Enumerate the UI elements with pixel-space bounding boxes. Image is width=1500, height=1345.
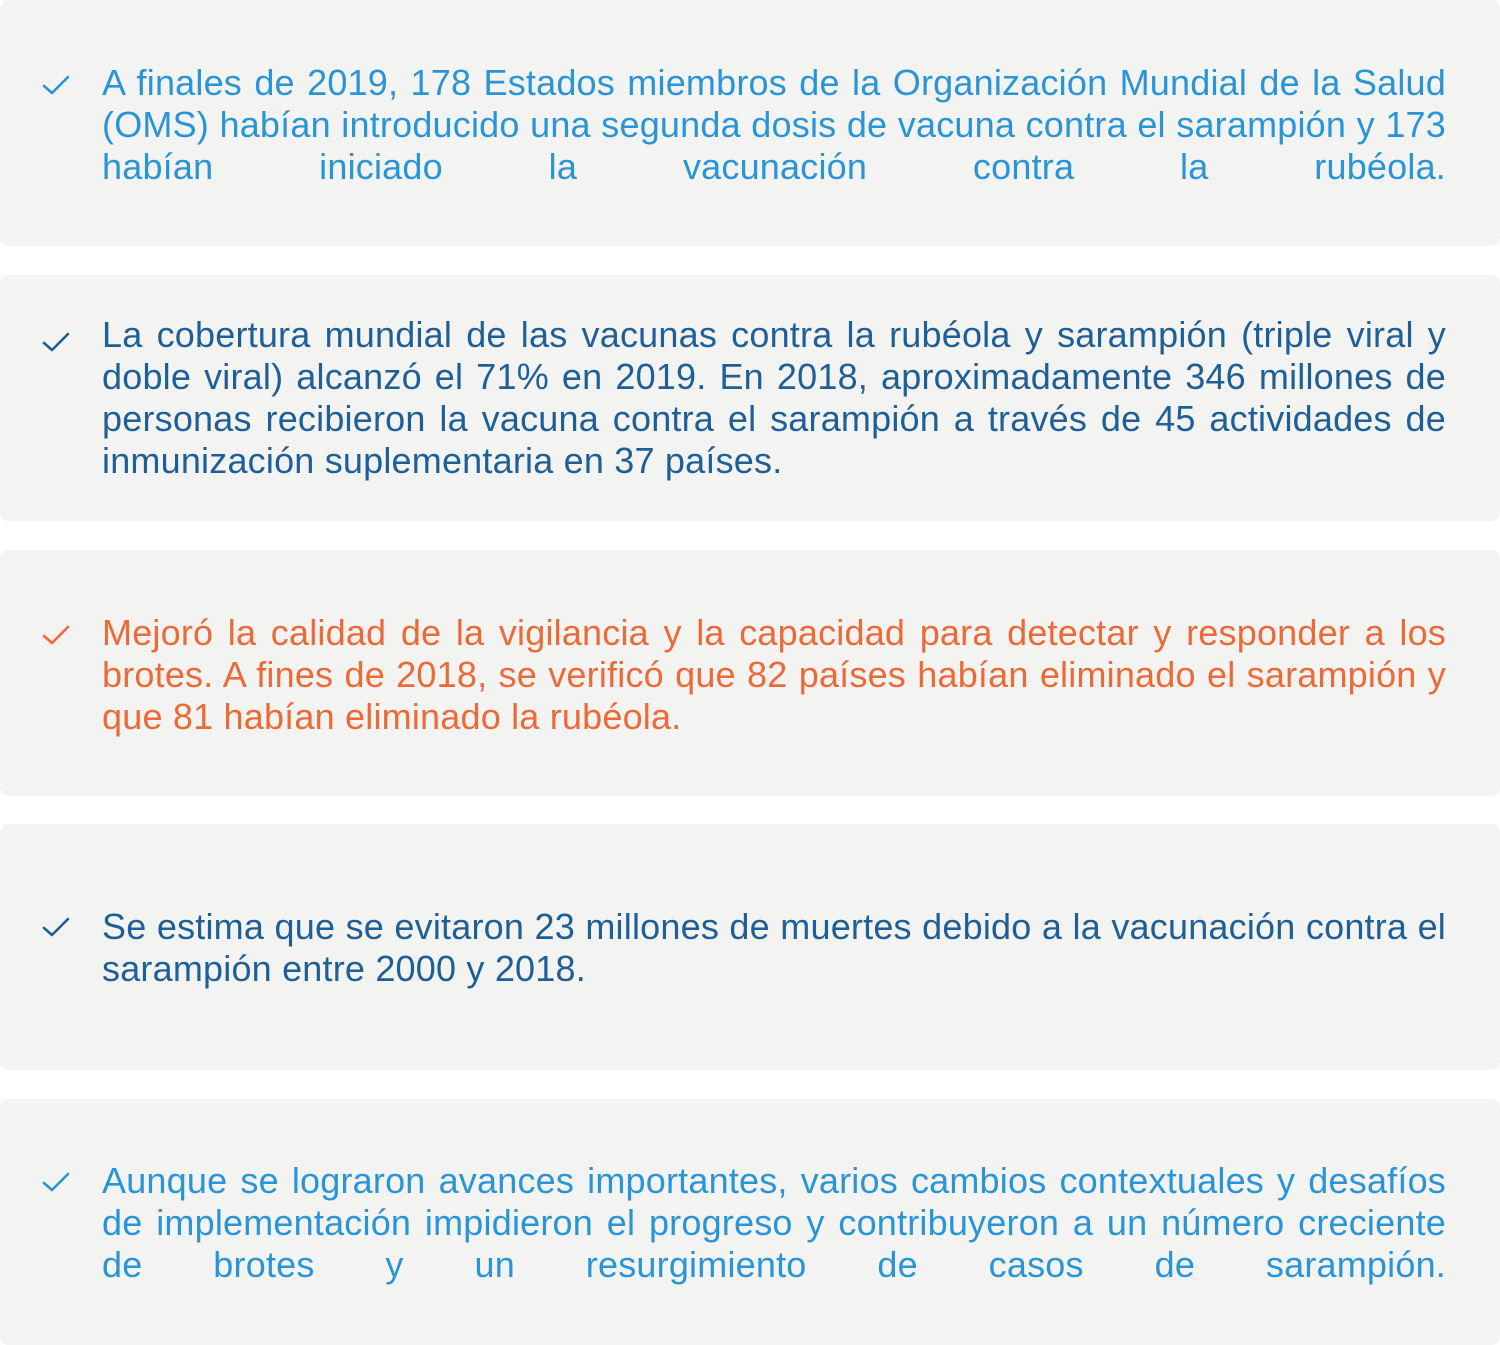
- check-icon: [42, 74, 70, 96]
- check-icon: [42, 624, 70, 646]
- card-text: Aunque se lograron avances importantes, varios cambios contextuales y desafíos de implementación impidieron el progreso y contribuyeron a un número creciente de brotes y un resurgimiento de casos de sarampión.: [102, 1160, 1446, 1285]
- info-card: [0, 0, 1500, 246]
- info-card: [0, 550, 1500, 796]
- check-icon: [42, 916, 70, 938]
- info-card: [0, 275, 1500, 521]
- info-card: [0, 824, 1500, 1070]
- check-icon: [42, 331, 70, 353]
- check-icon: [42, 1171, 70, 1193]
- card-text: Se estima que se evitaron 23 millones de muertes debido a la vacunación contra el sarampión entre 2000 y 2018.: [102, 906, 1446, 989]
- card-text: A finales de 2019, 178 Estados miembros de la Organización Mundial de la Salud (OMS) habían introducido una segunda dosis de vacuna contra el sarampión y 173 habían iniciado la vacunación contra la rubéola.: [102, 62, 1446, 187]
- card-text: Mejoró la calidad de la vigilancia y la capacidad para detectar y responder a los brotes. A fines de 2018, se verificó que 82 países habían eliminado el sarampión y que 81 habían eliminado la rubéola.: [102, 612, 1446, 737]
- info-card: [0, 1099, 1500, 1345]
- card-text: La cobertura mundial de las vacunas contra la rubéola y sarampión (triple viral y doble viral) alcanzó el 71% en 2019. En 2018, aproximadamente 346 millones de personas recibieron la vacuna contra el sarampión a través de 45 actividades de inmunización suplementaria en 37 países.: [102, 314, 1446, 481]
